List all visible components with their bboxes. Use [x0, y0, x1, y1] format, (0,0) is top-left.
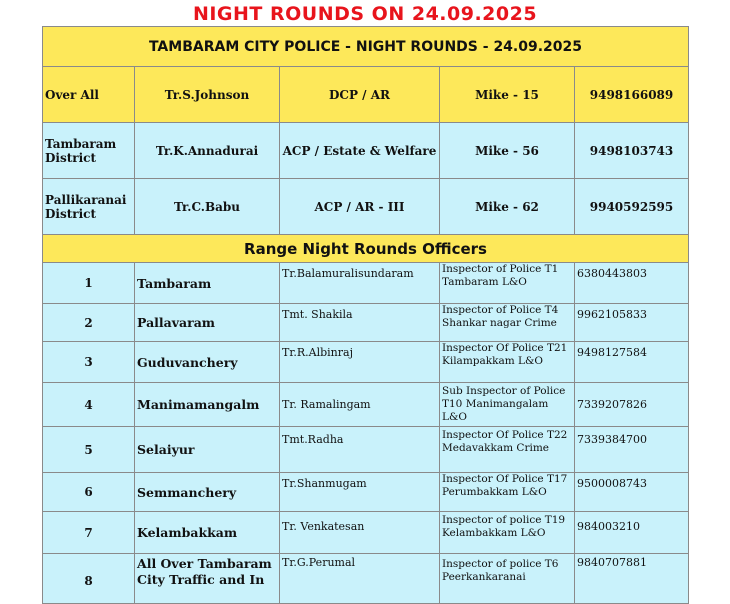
- phone-cell: 984003210: [575, 512, 689, 554]
- serial-cell: 8: [43, 554, 135, 604]
- phone-cell: 9962105833: [575, 304, 689, 342]
- designation-cell: Sub Inspector of Police T10 Manimangalam L&O: [440, 383, 575, 427]
- designation-cell: DCP / AR: [280, 67, 440, 123]
- table-header: TAMBARAM CITY POLICE - NIGHT ROUNDS - 24.09.2025: [43, 27, 689, 67]
- officer-cell: Tr.K.Annadurai: [135, 123, 280, 179]
- designation-cell: Inspector Of Police T22 Medavakkam Crime: [440, 427, 575, 473]
- officer-cell: Tr.G.Perumal: [280, 554, 440, 604]
- officer-cell: Tr.Balamuralisundaram: [280, 263, 440, 304]
- table-row: [43, 304, 689, 342]
- mike-cell: Mike - 15: [440, 67, 575, 123]
- area-cell: Tambaram: [135, 263, 280, 304]
- night-rounds-table: [42, 26, 689, 604]
- officer-cell: Tmt.Radha: [280, 427, 440, 473]
- table-header-row: [43, 27, 689, 67]
- table-row: [43, 473, 689, 512]
- table-row: [43, 342, 689, 383]
- table-row: [43, 512, 689, 554]
- serial-cell: 1: [43, 263, 135, 304]
- designation-cell: Inspector of Police T4 Shankar nagar Crime: [440, 304, 575, 342]
- officer-cell: Tr.R.Albinraj: [280, 342, 440, 383]
- area-cell: Kelambakkam: [135, 512, 280, 554]
- table-row: [43, 179, 689, 235]
- officer-cell: Tr.Shanmugam: [280, 473, 440, 512]
- officer-cell: Tmt. Shakila: [280, 304, 440, 342]
- designation-cell: Inspector of Police T1 Tambaram L&O: [440, 263, 575, 304]
- area-cell: Tambaram District: [43, 123, 135, 179]
- mike-cell: Mike - 56: [440, 123, 575, 179]
- area-cell: Selaiyur: [135, 427, 280, 473]
- designation-cell: Inspector Of Police T21 Kilampakkam L&O: [440, 342, 575, 383]
- serial-cell: 5: [43, 427, 135, 473]
- phone-cell: 9840707881: [575, 554, 689, 604]
- serial-cell: 7: [43, 512, 135, 554]
- designation-cell: ACP / AR - III: [280, 179, 440, 235]
- phone-cell: 9498127584: [575, 342, 689, 383]
- phone-cell: 6380443803: [575, 263, 689, 304]
- phone-cell: 7339207826: [575, 383, 689, 427]
- phone-cell: 9940592595: [575, 179, 689, 235]
- range-header-row: [43, 235, 689, 263]
- area-cell: All Over Tambaram City Traffic and In: [135, 554, 280, 604]
- area-cell: Manimamangalm: [135, 383, 280, 427]
- table-row: [43, 123, 689, 179]
- table-row: [43, 427, 689, 473]
- area-cell: Guduvanchery: [135, 342, 280, 383]
- range-header: Range Night Rounds Officers: [43, 235, 689, 263]
- officer-cell: Tr.S.Johnson: [135, 67, 280, 123]
- designation-cell: Inspector Of Police T17 Perumbakkam L&O: [440, 473, 575, 512]
- table-row: [43, 554, 689, 604]
- table-row: [43, 67, 689, 123]
- phone-cell: 9498166089: [575, 67, 689, 123]
- phone-cell: 9498103743: [575, 123, 689, 179]
- mike-cell: Mike - 62: [440, 179, 575, 235]
- officer-cell: Tr. Venkatesan: [280, 512, 440, 554]
- designation-cell: Inspector of police T19 Kelambakkam L&O: [440, 512, 575, 554]
- area-cell: Pallikaranai District: [43, 179, 135, 235]
- serial-cell: 4: [43, 383, 135, 427]
- table-row: [43, 383, 689, 427]
- designation-cell: ACP / Estate & Welfare: [280, 123, 440, 179]
- officer-cell: Tr. Ramalingam: [280, 383, 440, 427]
- area-cell: Pallavaram: [135, 304, 280, 342]
- phone-cell: 9500008743: [575, 473, 689, 512]
- phone-cell: 7339384700: [575, 427, 689, 473]
- area-cell: Over All: [43, 67, 135, 123]
- area-cell: Semmanchery: [135, 473, 280, 512]
- serial-cell: 3: [43, 342, 135, 383]
- designation-cell: Inspector of police T6 Peerkankaranai: [440, 554, 575, 604]
- table-row: [43, 263, 689, 304]
- officer-cell: Tr.C.Babu: [135, 179, 280, 235]
- page-title: NIGHT ROUNDS ON 24.09.2025: [192, 3, 538, 25]
- serial-cell: 2: [43, 304, 135, 342]
- serial-cell: 6: [43, 473, 135, 512]
